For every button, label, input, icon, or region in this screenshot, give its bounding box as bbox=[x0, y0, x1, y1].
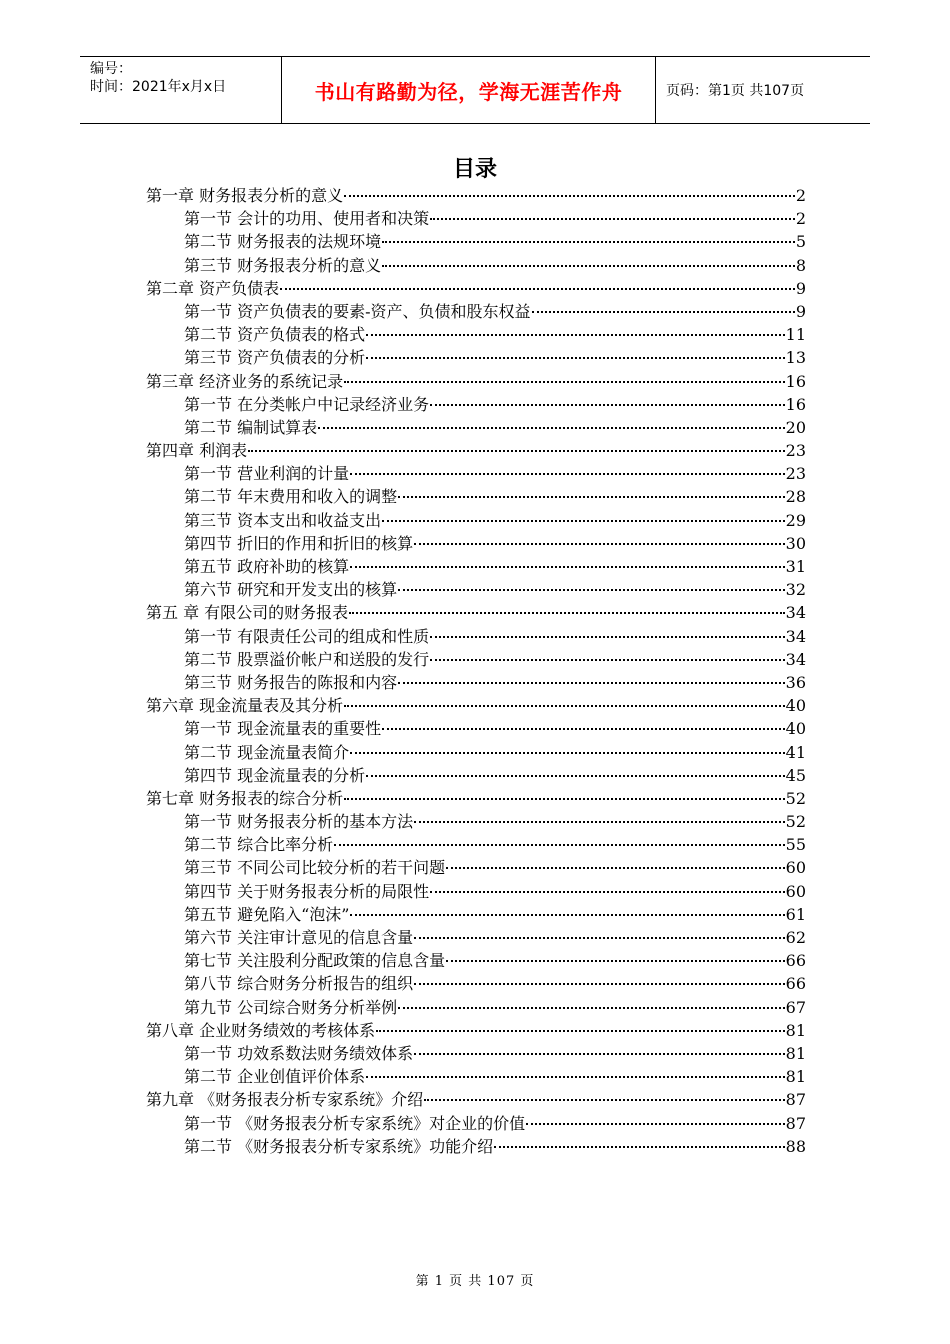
toc-entry-title: 第二章 资产负债表 bbox=[146, 278, 280, 298]
toc-entry-title: 第七章 财务报表的综合分析 bbox=[146, 788, 344, 808]
toc-entry-page: 11 bbox=[785, 325, 806, 345]
toc-entry-title: 第九章 《财务报表分析专家系统》介绍 bbox=[146, 1090, 424, 1110]
toc-dot-leader bbox=[382, 241, 795, 243]
toc-entry-title: 第六章 现金流量表及其分析 bbox=[146, 696, 344, 716]
toc-section-entry[interactable] bbox=[146, 996, 806, 1019]
toc-section-entry[interactable] bbox=[146, 949, 806, 972]
toc-entry-title: 第六节 关注审计意见的信息含量 bbox=[184, 928, 414, 947]
page-header bbox=[80, 56, 870, 124]
toc-section-entry[interactable] bbox=[146, 764, 806, 787]
toc-entry-page: 13 bbox=[785, 348, 806, 368]
toc-dot-leader bbox=[350, 566, 785, 568]
toc-entry-title: 第二节 股票溢价帐户和送股的发行 bbox=[184, 649, 430, 669]
toc-section-entry[interactable] bbox=[146, 717, 806, 740]
toc-section-entry[interactable] bbox=[146, 880, 806, 903]
toc-chapter-entry[interactable] bbox=[146, 601, 806, 624]
toc-section-entry[interactable] bbox=[146, 972, 806, 995]
toc-section-entry[interactable] bbox=[146, 1135, 806, 1158]
toc-dot-leader bbox=[366, 357, 785, 359]
toc-entry-title: 第四节 折旧的作用和折旧的核算 bbox=[184, 533, 414, 553]
toc-dot-leader bbox=[430, 659, 785, 661]
toc-entry-page: 81 bbox=[785, 1067, 806, 1087]
toc-entry-page: 31 bbox=[785, 557, 806, 576]
toc-section-entry[interactable] bbox=[146, 903, 806, 926]
toc-entry-title: 第一节 《财务报表分析专家系统》对企业的价值 bbox=[184, 1113, 526, 1133]
toc-entry-title: 第一节 营业利润的计量 bbox=[184, 464, 350, 484]
toc-entry-page: 66 bbox=[785, 951, 806, 971]
toc-entry-page: 34 bbox=[785, 626, 806, 646]
toc-dot-leader bbox=[344, 798, 785, 800]
toc-section-entry[interactable] bbox=[146, 555, 806, 578]
toc-entry-page: 34 bbox=[785, 603, 806, 623]
toc-dot-leader bbox=[350, 914, 784, 916]
toc-entry-page: 81 bbox=[785, 1020, 806, 1040]
toc-chapter-entry[interactable] bbox=[146, 184, 806, 207]
toc-title: 目录 bbox=[452, 157, 497, 182]
toc-entry-title: 第二节 年末费用和收入的调整 bbox=[184, 487, 398, 507]
toc-entry-title: 第五节 政府补助的核算 bbox=[184, 557, 350, 576]
toc-section-entry[interactable] bbox=[146, 254, 806, 277]
toc-entry-page: 40 bbox=[785, 719, 806, 739]
toc-entry-title: 第二节 《财务报表分析专家系统》功能介绍 bbox=[184, 1136, 494, 1156]
toc-entry-page: 8 bbox=[795, 255, 806, 275]
toc-section-entry[interactable] bbox=[146, 671, 806, 694]
toc-entry-title: 第一节 有限责任公司的组成和性质 bbox=[184, 626, 430, 646]
toc-dot-leader bbox=[366, 1076, 785, 1078]
toc-dot-leader bbox=[398, 496, 785, 498]
toc-entry-title: 第三节 财务报告的陈报和内容 bbox=[184, 672, 398, 692]
toc-section-entry[interactable] bbox=[146, 346, 806, 369]
toc-dot-leader bbox=[382, 265, 795, 267]
toc-entry-page: 23 bbox=[785, 464, 806, 484]
toc-chapter-entry[interactable] bbox=[146, 370, 806, 393]
toc-section-entry[interactable] bbox=[146, 1065, 806, 1088]
toc-entry-page: 87 bbox=[785, 1113, 806, 1133]
toc-section-entry[interactable] bbox=[146, 532, 806, 555]
toc-section-entry[interactable] bbox=[146, 509, 806, 532]
toc-entry-page: 23 bbox=[785, 441, 806, 461]
toc-entry-title: 第九节 公司综合财务分析举例 bbox=[184, 997, 398, 1017]
toc-entry-title: 第四章 利润表 bbox=[146, 441, 248, 461]
header-page-label: 页码：第1页 共107页 bbox=[666, 83, 805, 99]
toc-dot-leader bbox=[366, 775, 785, 777]
toc-entry-page: 40 bbox=[785, 696, 806, 716]
toc-dot-leader bbox=[424, 1099, 785, 1101]
toc-section-entry[interactable] bbox=[146, 578, 806, 601]
toc-entry-page: 60 bbox=[785, 858, 806, 878]
toc-section-entry[interactable] bbox=[146, 323, 806, 346]
toc-dot-leader bbox=[349, 612, 784, 614]
toc-entry-title: 第二节 企业创值评价体系 bbox=[184, 1067, 366, 1087]
toc-dot-leader bbox=[446, 867, 785, 869]
toc-entry-title: 第一节 现金流量表的重要性 bbox=[184, 719, 382, 739]
toc-entry-title: 第二节 财务报表的法规环境 bbox=[184, 232, 382, 252]
toc-entry-page: 45 bbox=[785, 765, 806, 785]
toc-chapter-entry[interactable] bbox=[146, 1019, 806, 1042]
toc-entry-page: 5 bbox=[795, 232, 806, 252]
toc-dot-leader bbox=[430, 404, 785, 406]
toc-entry-title: 第五节 避免陷入“泡沫” bbox=[184, 904, 350, 924]
toc-entry-title: 第八节 综合财务分析报告的组织 bbox=[184, 974, 414, 994]
toc-dot-leader bbox=[398, 682, 785, 684]
document-number-label: 编号： bbox=[90, 61, 132, 77]
toc-entry-title: 第五 章 有限公司的财务报表 bbox=[146, 603, 349, 623]
toc-entry-page: 9 bbox=[795, 278, 806, 298]
toc-chapter-entry[interactable] bbox=[146, 277, 806, 300]
toc-entry-page: 9 bbox=[795, 301, 806, 321]
toc-entry-page: 81 bbox=[785, 1043, 806, 1063]
toc-dot-leader bbox=[398, 589, 785, 591]
toc-chapter-entry[interactable] bbox=[146, 1088, 806, 1111]
toc-entry-page: 52 bbox=[785, 812, 806, 832]
toc-section-entry[interactable] bbox=[146, 625, 806, 648]
toc-entry-page: 34 bbox=[785, 649, 806, 669]
toc-dot-leader bbox=[344, 195, 795, 197]
toc-dot-leader bbox=[350, 473, 785, 475]
toc-dot-leader bbox=[350, 752, 785, 754]
toc-entry-title: 第四节 现金流量表的分析 bbox=[184, 765, 366, 785]
page-footer: 第 1 页 共 107 页 bbox=[415, 1274, 535, 1289]
toc-section-entry[interactable] bbox=[146, 1042, 806, 1065]
toc-entry-page: 52 bbox=[785, 788, 806, 808]
toc-dot-leader bbox=[532, 311, 795, 313]
toc-entry-page: 67 bbox=[785, 997, 806, 1017]
toc-entry-page: 66 bbox=[785, 974, 806, 994]
toc-entry-title: 第三章 经济业务的系统记录 bbox=[146, 371, 344, 391]
toc-section-entry[interactable] bbox=[146, 393, 806, 416]
toc-entry-title: 第二节 综合比率分析 bbox=[184, 835, 334, 855]
toc-chapter-entry[interactable] bbox=[146, 694, 806, 717]
toc-dot-leader bbox=[430, 891, 785, 893]
toc-dot-leader bbox=[414, 983, 785, 985]
toc-entry-title: 第三节 资产负债表的分析 bbox=[184, 348, 366, 368]
toc-entry-page: 20 bbox=[785, 417, 806, 437]
toc-chapter-entry[interactable] bbox=[146, 439, 806, 462]
toc-section-entry[interactable] bbox=[146, 926, 806, 949]
toc-entry-page: 60 bbox=[785, 881, 806, 901]
toc-dot-leader bbox=[382, 728, 785, 730]
toc-entry-title: 第三节 资本支出和收益支出 bbox=[184, 510, 382, 530]
toc-section-entry[interactable] bbox=[146, 462, 806, 485]
toc-entry-page: 32 bbox=[785, 580, 806, 600]
toc-section-entry[interactable] bbox=[146, 230, 806, 253]
toc-entry-title: 第三节 不同公司比较分析的若干问题 bbox=[184, 858, 446, 878]
toc-entry-title: 第一节 功效系数法财务绩效体系 bbox=[184, 1043, 414, 1063]
toc-dot-leader bbox=[414, 821, 785, 823]
table-of-contents bbox=[146, 184, 806, 1158]
toc-section-entry[interactable] bbox=[146, 485, 806, 508]
toc-entry-title: 第一节 会计的功用、使用者和决策 bbox=[184, 209, 430, 229]
header-left-cell bbox=[80, 57, 282, 123]
toc-entry-title: 第二节 现金流量表简介 bbox=[184, 742, 350, 762]
toc-section-entry[interactable] bbox=[146, 207, 806, 230]
toc-entry-title: 第六节 研究和开发支出的核算 bbox=[184, 580, 398, 600]
toc-dot-leader bbox=[382, 520, 785, 522]
toc-dot-leader bbox=[344, 705, 785, 707]
toc-section-entry[interactable] bbox=[146, 1112, 806, 1135]
toc-dot-leader bbox=[280, 288, 795, 290]
document-date-label: 时间：2021年x月x日 bbox=[90, 79, 227, 95]
toc-entry-page: 16 bbox=[785, 394, 806, 414]
toc-dot-leader bbox=[430, 218, 795, 220]
toc-section-entry[interactable] bbox=[146, 416, 806, 439]
toc-entry-title: 第一章 财务报表分析的意义 bbox=[146, 186, 344, 205]
toc-entry-page: 55 bbox=[785, 835, 806, 855]
toc-dot-leader bbox=[526, 1123, 785, 1125]
toc-entry-title: 第一节 财务报表分析的基本方法 bbox=[184, 812, 414, 832]
toc-chapter-entry[interactable] bbox=[146, 787, 806, 810]
toc-section-entry[interactable] bbox=[146, 648, 806, 671]
toc-entry-page: 29 bbox=[785, 510, 806, 530]
toc-entry-page: 2 bbox=[795, 209, 806, 229]
toc-entry-page: 2 bbox=[795, 186, 806, 205]
toc-dot-leader bbox=[414, 1053, 785, 1055]
toc-entry-page: 41 bbox=[785, 742, 806, 762]
toc-entry-page: 87 bbox=[785, 1090, 806, 1110]
toc-entry-page: 36 bbox=[785, 672, 806, 692]
toc-section-entry[interactable] bbox=[146, 300, 806, 323]
toc-entry-page: 62 bbox=[785, 928, 806, 947]
toc-dot-leader bbox=[398, 1007, 785, 1009]
toc-section-entry[interactable] bbox=[146, 810, 806, 833]
toc-dot-leader bbox=[494, 1146, 785, 1148]
toc-entry-title: 第二节 编制试算表 bbox=[184, 417, 318, 437]
toc-section-entry[interactable] bbox=[146, 856, 806, 879]
toc-dot-leader bbox=[430, 636, 785, 638]
toc-entry-page: 88 bbox=[785, 1136, 806, 1156]
toc-entry-page: 16 bbox=[785, 371, 806, 391]
toc-entry-page: 28 bbox=[785, 487, 806, 507]
toc-dot-leader bbox=[248, 450, 785, 452]
toc-dot-leader bbox=[376, 1030, 785, 1032]
toc-entry-page: 61 bbox=[785, 904, 806, 924]
header-motto: 书山有路勤为径，学海无涯苦作舟 bbox=[282, 57, 656, 123]
toc-dot-leader bbox=[446, 960, 785, 962]
toc-entry-title: 第一节 资产负债表的要素-资产、负债和股东权益 bbox=[184, 301, 531, 321]
toc-entry-title: 第三节 财务报表分析的意义 bbox=[184, 255, 382, 275]
toc-entry-title: 第八章 企业财务绩效的考核体系 bbox=[146, 1020, 376, 1040]
toc-dot-leader bbox=[366, 334, 785, 336]
toc-entry-title: 第四节 关于财务报表分析的局限性 bbox=[184, 881, 430, 901]
toc-dot-leader bbox=[318, 427, 785, 429]
toc-section-entry[interactable] bbox=[146, 741, 806, 764]
toc-dot-leader bbox=[334, 844, 785, 846]
toc-entry-title: 第一节 在分类帐户中记录经济业务 bbox=[184, 394, 430, 414]
toc-entry-title: 第二节 资产负债表的格式 bbox=[184, 325, 366, 345]
toc-section-entry[interactable] bbox=[146, 833, 806, 856]
toc-entry-title: 第七节 关注股利分配政策的信息含量 bbox=[184, 951, 446, 971]
toc-dot-leader bbox=[344, 381, 785, 383]
toc-dot-leader bbox=[414, 937, 785, 939]
toc-dot-leader bbox=[414, 543, 785, 545]
toc-entry-page: 30 bbox=[785, 533, 806, 553]
